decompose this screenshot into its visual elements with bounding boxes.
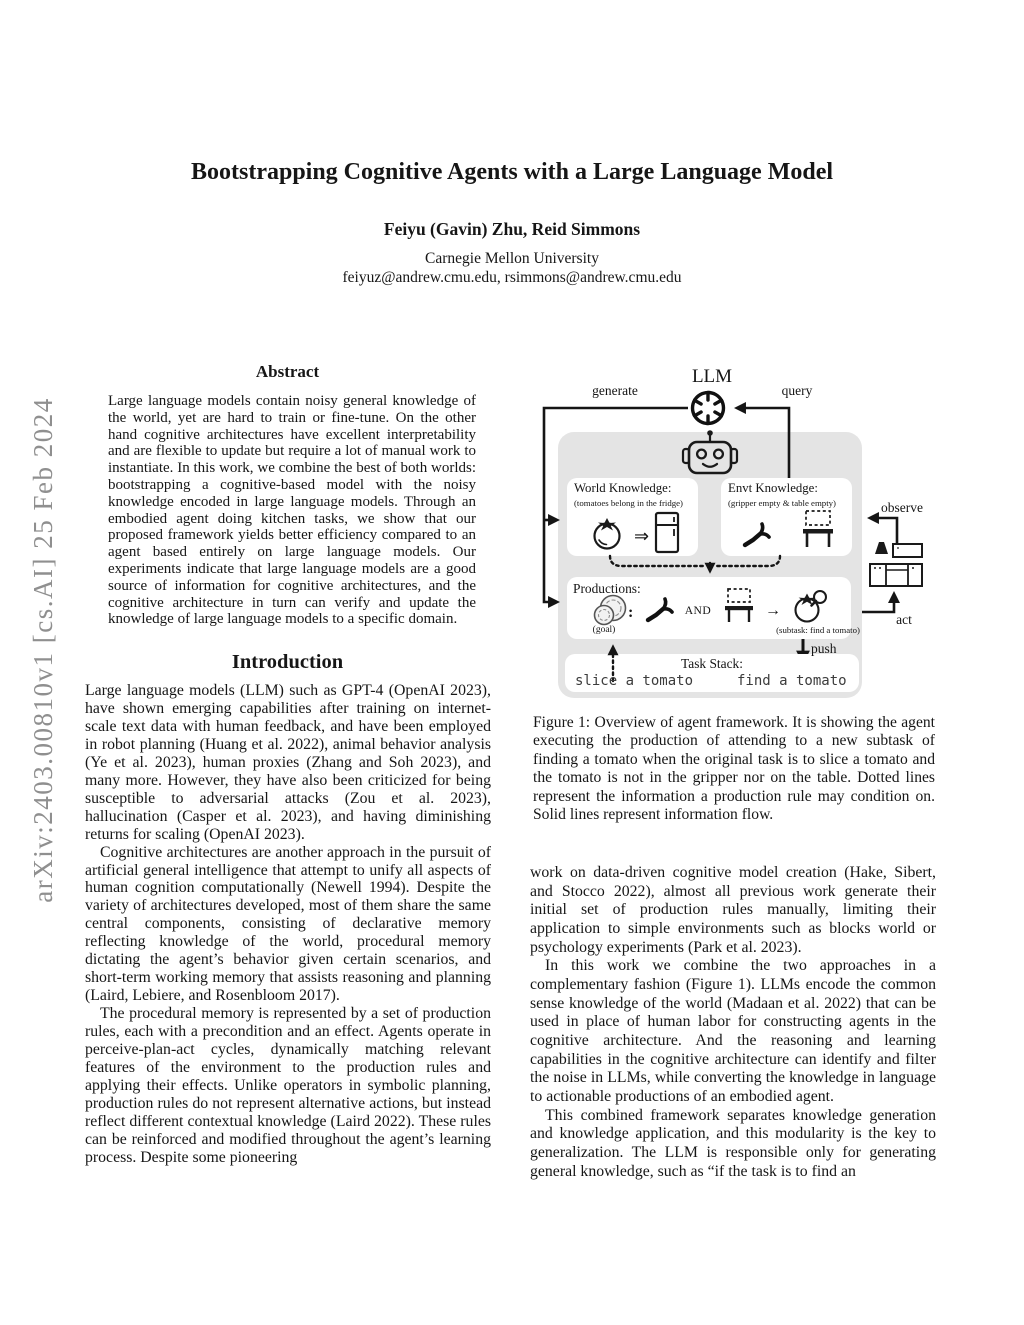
paper-affiliation: Carnegie Mellon University <box>425 250 599 267</box>
task-stack-title: Task Stack: <box>681 656 743 671</box>
right-paragraph-3: This combined framework separates knowledge generation and knowledge application, and this modularity is the key to generalization. The LLM is responsible only for generating general knowledge, such as “if the task is to find an <box>530 1106 936 1180</box>
paper-authors: Feiyu (Gavin) Zhu, Reid Simmons <box>383 219 641 239</box>
subtask-caption: (subtask: find a tomato) <box>776 625 860 635</box>
paper-title: Bootstrapping Cognitive Agents with a Large Language Model <box>190 159 834 185</box>
query-label: query <box>781 383 813 398</box>
act-label: act <box>896 612 912 627</box>
generate-label: generate <box>592 383 638 398</box>
right-paragraph-1: work on data-driven cognitive model creation (Hake, Sibert, and Stocco 2022), almost all previous work generate their initial set of production rules manually, limiting their application to simple environments such as blocks world or psychology experiments (Park et al. 2023). <box>530 864 936 956</box>
paper-emails: feiyuz@andrew.cmu.edu, rsimmons@andrew.cmu.edu <box>342 269 682 286</box>
observe-label: observe <box>881 500 923 515</box>
llm-label: LLM <box>691 366 733 387</box>
kitchen-icon <box>870 542 922 586</box>
figure-1 <box>530 360 942 702</box>
and-label: AND <box>684 604 712 617</box>
left-column <box>85 682 491 1167</box>
intro-paragraph-1: Large language models (LLM) such as GPT-4 (OpenAI 2023), have shown emerging capabilities after training on internet-scale text data with human feedback, and have been employed in robot planning (Huang et al. 2022), animal behavior analysis (Ye et al. 2023), human proxies (Zhang and Soh 2023), and many more. However, they have also been criticized for being susceptible to adversarial attacks (Zou et al. 2023), hallucination (Casper et al. 2023), and having diminishing returns for scaling (OpenAI 2023). <box>85 682 491 843</box>
arxiv-watermark: arXiv:2403.00810v1 [cs.AI] 25 Feb 2024 <box>28 397 58 903</box>
implies-arrow-glyph: ⇒ <box>634 526 650 546</box>
observe-flow-line <box>870 518 897 543</box>
tomato-icon <box>595 518 620 549</box>
agent-framework-diagram <box>530 360 942 702</box>
abstract-heading: Abstract <box>255 362 320 381</box>
envt-knowledge-title: Envt Knowledge: <box>728 481 818 495</box>
goal-caption: (goal) <box>592 625 616 635</box>
productions-title: Productions: <box>573 581 641 596</box>
task-slice-a-tomato: slice a tomato <box>575 673 694 689</box>
production-arrow-glyph: → <box>765 602 781 619</box>
right-paragraph-2: In this work we combine the two approaches in a complementary fashion (Figure 1). LLMs encode the common sense knowledge of the world (Madaan et al. 2022) that can be used in place of human labor for constructing agents in the cognitive architecture. And the reasoning and learning capabilities in the cognitive architecture can identify and filter the noise in LLMs, while converting the knowledge in language to actionable productions of an embodied agent. <box>530 957 936 1105</box>
world-knowledge-title: World Knowledge: <box>574 481 672 495</box>
intro-paragraph-2: Cognitive architectures are another approach in the pursuit of artificial general intelligence that attempt to unify all aspects of human cognition computationally (Newell 1994). Despite the variety of architectures developed, most of them share the same central components, consisting of declarative memory reflecting knowledge of the world, procedural memory dictating the agent’s behavior given certain scenarios, and short-term working memory that assists reasoning and planning (Laird, Lebiere, and Rosenbloom 2017). <box>85 843 491 1005</box>
world-knowledge-subtitle: (tomatoes belong in the fridge) <box>574 498 683 508</box>
push-label: push <box>811 641 837 656</box>
envt-knowledge-subtitle: (gripper empty & table empty) <box>728 498 836 508</box>
fridge-icon <box>656 513 678 552</box>
task-find-a-tomato: find a tomato <box>737 673 847 689</box>
goal-colon: : <box>628 604 634 621</box>
act-flow-line <box>862 594 894 612</box>
abstract-body: Large language models contain noisy general knowledge of the world, yet are hard to train or fine-tune. On the other hand cognitive architectures have excellent interpretability and are flexible to update but require a lot of manual work to instantiate. In this work, we combine the best of both worlds: bootstrapping a cognitive-based model with the noisy knowledge encoded in large language models. Through an embodied agent doing kitchen tasks, we show that our proposed framework yields better efficiency compared to an agent based entirely on large language models. Our experiments indicate that large language models are a good source of information for cognitive architectures, and the cognitive architecture in turn can verify and update the knowledge of large language models to a specific domain. <box>108 393 476 628</box>
introduction-heading: Introduction <box>231 651 344 673</box>
openai-logo-icon <box>688 389 728 428</box>
right-column <box>530 864 936 1181</box>
intro-paragraph-3: The procedural memory is represented by a set of production rules, each with a precondition and an effect. Agents operate in perceive-plan-act cycles, dynamically matching relevant features of the environment to the production rules and applying their effects. Unlike operators in symbolic planning, production rules do not represent alternative actions, but instead reflect different contextual knowledge (Laird 2022). These rules can be reinforced and modified throughout the agent’s learning process. Despite some pioneering <box>85 1005 491 1166</box>
figure-1-caption: Figure 1: Overview of agent framework. It is showing the agent executing the production of attending to a new subtask of finding a tomato when the original task is to slice a tomato and the tomato is not in the gripper nor on the table. Dotted lines represent the information a production rule may condition on. Solid lines represent information flow. <box>533 714 935 824</box>
